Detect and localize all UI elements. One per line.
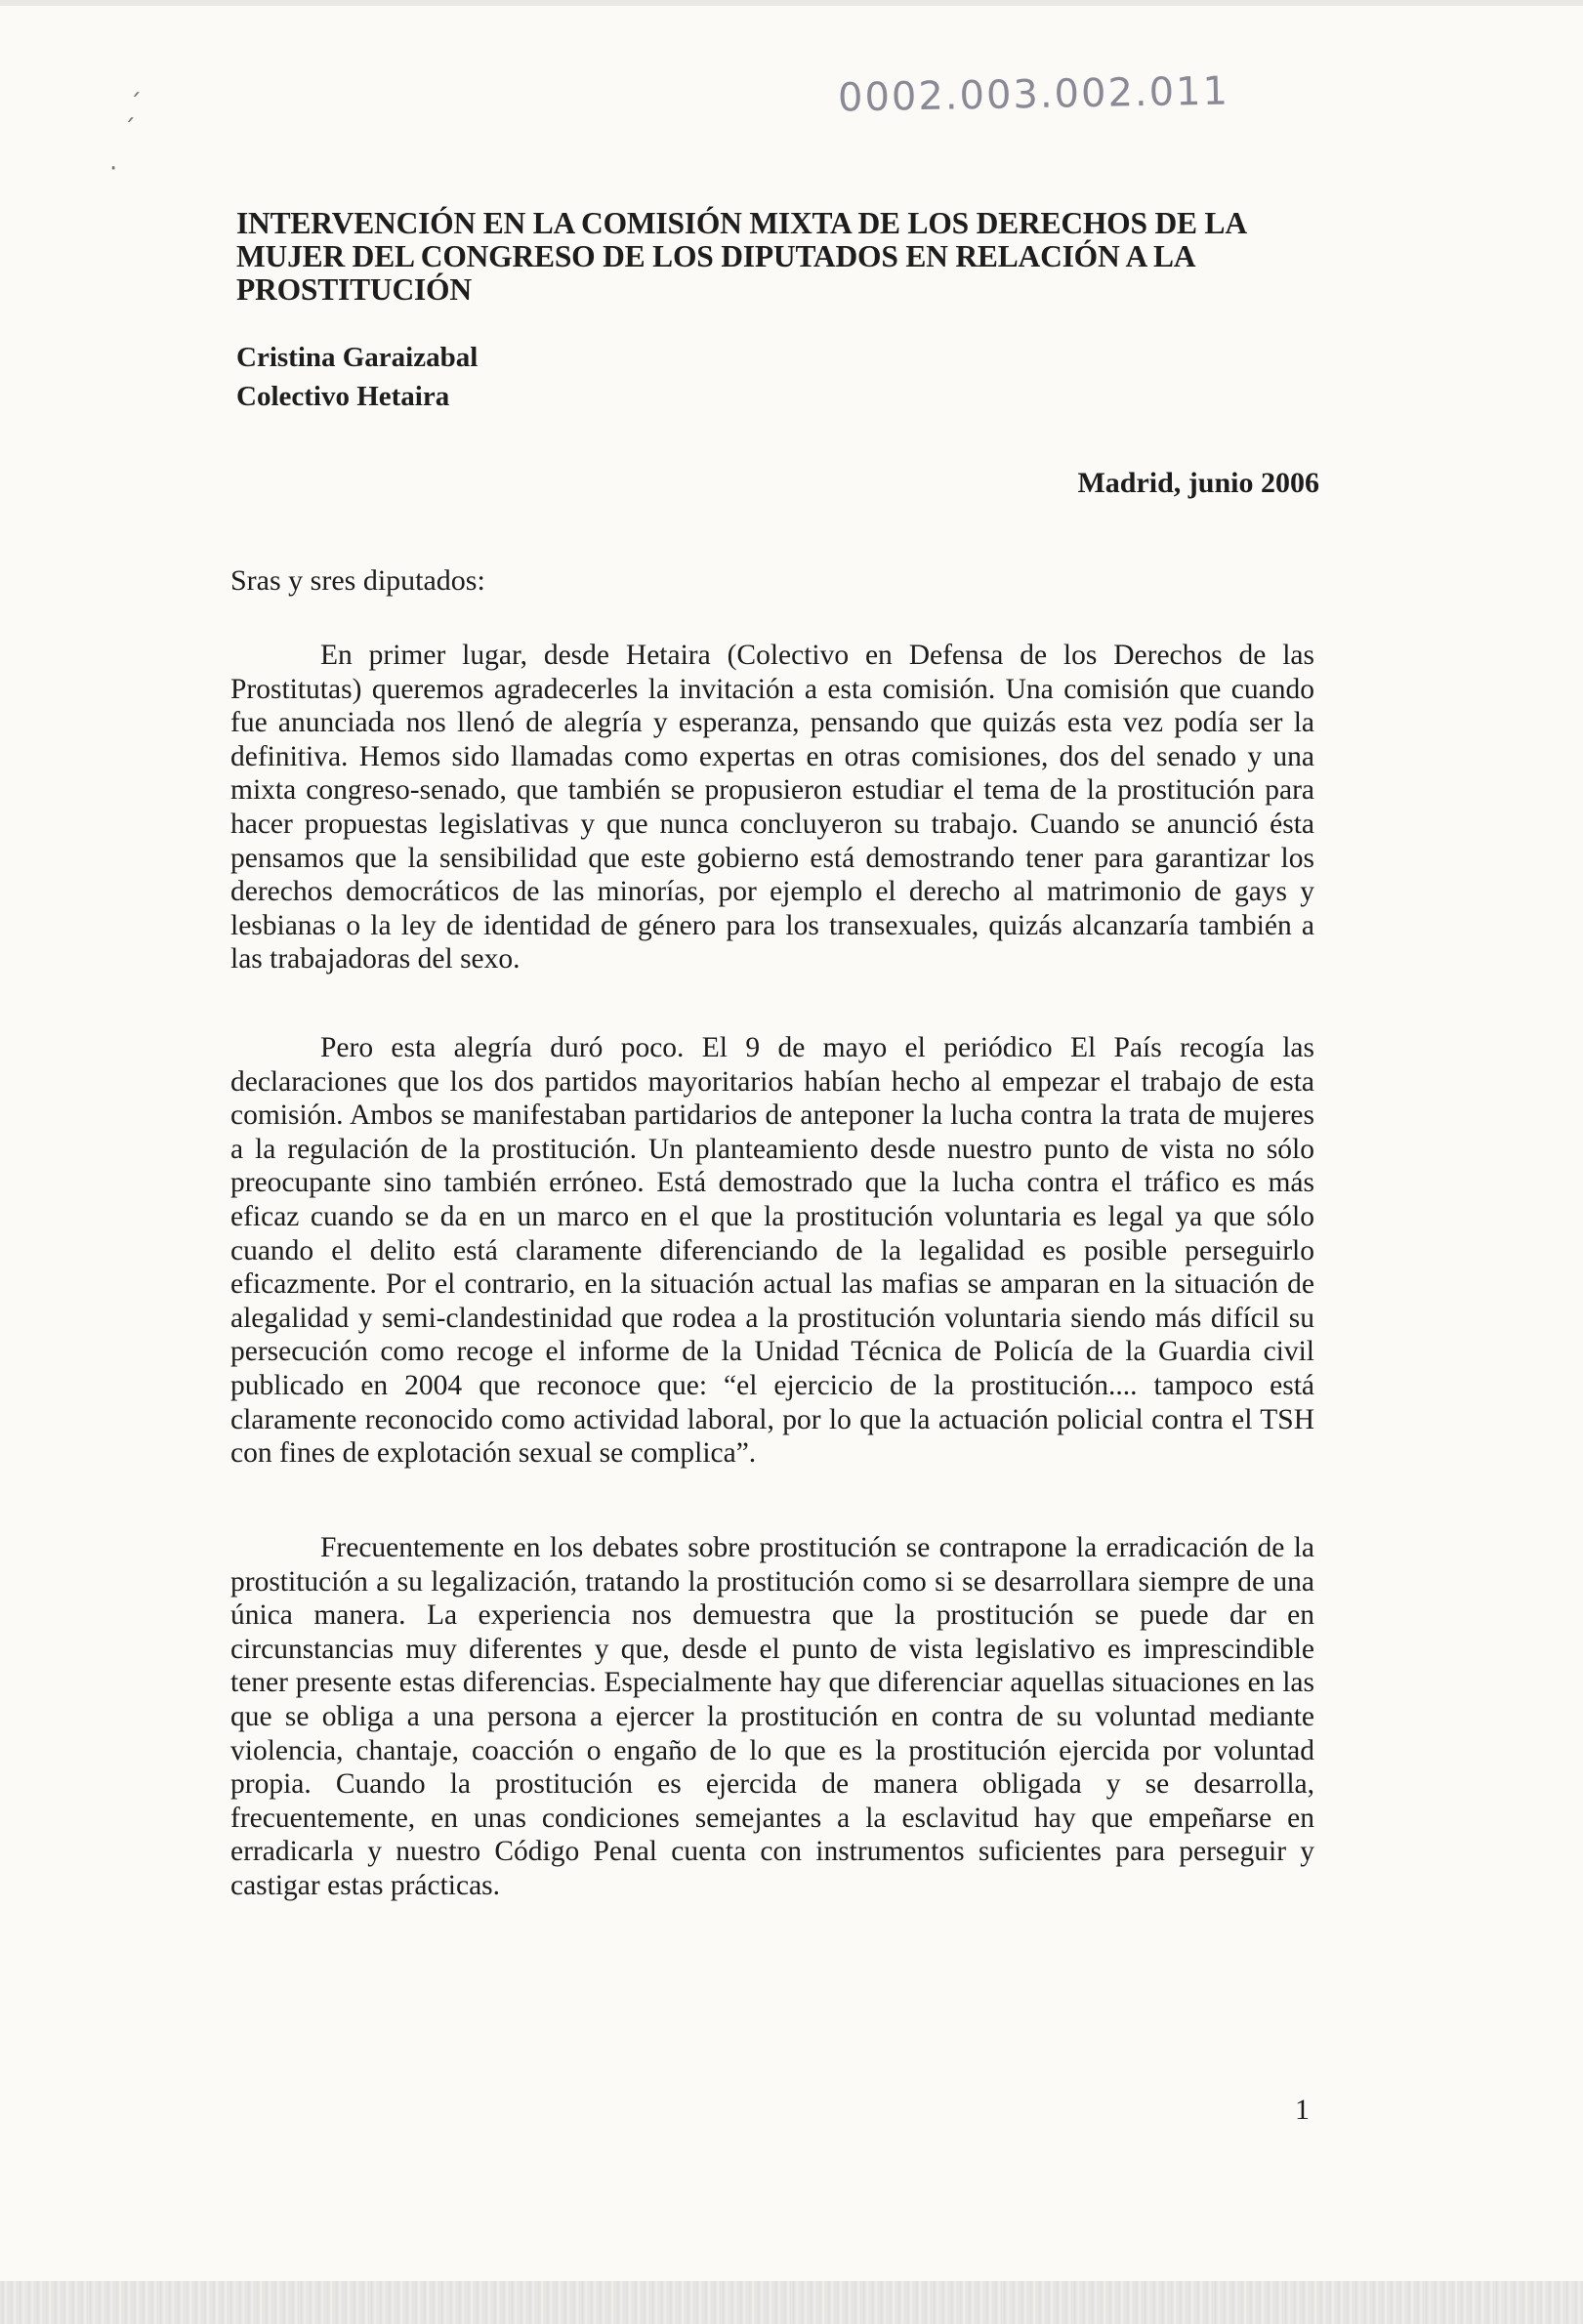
paragraph: En primer lugar, desde Hetaira (Colectivo en Defensa de los Derechos de las Prostitutas) queremos agradecerles la invitación a esta comisión. Una comisión que cuando fue anunciada nos llenó de alegría y esperanza, pensando que quizás esta vez podía ser la definitiva. Hemos sido llamadas como expertas en otras comisiones, dos del senado y una mixta congreso-senado, que también se propusieron estudiar el tema de la prostitución para hacer propuestas legislativas y que nunca concluyeron su trabajo. Cuando se anunció ésta pensamos que la sensibilidad que este gobierno está demostrando tener para garantizar los derechos democráticos de las minorías, por ejemplo el derecho al matrimonio de gays y lesbianas o la ley de identidad de género para los transexuales, quizás alcanzaría también a las trabajadoras del sexo.: [230, 640, 1314, 975]
page-number: 1: [1295, 2094, 1310, 2126]
author-block: [236, 338, 478, 416]
document-title: INTERVENCIÓN EN LA COMISIÓN MIXTA DE LOS DERECHOS DE LA MUJER DEL CONGRESO DE LOS DIPUTADOS EN RELACIÓN A LA PROSTITUCIÓN: [236, 206, 1246, 307]
margin-mark: ·: [109, 154, 118, 184]
author-organization: Colectivo Hetaira: [236, 381, 450, 412]
margin-mark: ˊ: [129, 90, 142, 119]
place-date: Madrid, junio 2006: [1077, 467, 1319, 499]
scan-bottom-edge: [0, 2281, 1583, 2324]
author-name: Cristina Garaizabal: [236, 342, 479, 373]
scan-top-edge: [0, 0, 1583, 6]
paragraph: Frecuentemente en los debates sobre prostitución se contrapone la erradicación de la prostitución a su legalización, tratando la prostitución como si se desarrollara siempre de una única manera. La experiencia nos demuestra que la prostitución se puede dar en circunstancias muy diferentes y que, desde el punto de vista legislativo es imprescindible tener presente estas diferencias. Especialmente hay que diferenciar aquellas situaciones en las que se obliga a una persona a ejercer la prostitución en contra de su voluntad mediante violencia, chantaje, coacción o engaño de lo que es la prostitución ejercida por voluntad propia. Cuando la prostitución es ejercida de manera obligada y se desarrolla, frecuentemente, en unas condiciones semejantes a la esclavitud hay que empeñarse en erradicarla y nuestro Código Penal cuenta con instrumentos suficientes para perseguir y castigar estas prácticas.: [230, 1532, 1314, 1901]
archive-code-handwritten: 0002.003.002.011: [837, 68, 1230, 121]
paragraph: Pero esta alegría duró poco. El 9 de mayo el periódico El País recogía las declaraciones que los dos partidos mayoritarios habían hecho al empezar el trabajo de esta comisión. Ambos se manifestaban partidarios de anteponer la lucha contra la trata de mujeres a la regulación de la prostitución. Un planteamiento desde nuestro punto de vista no sólo preocupante sino también erróneo. Está demostrado que la lucha contra el tráfico es más eficaz cuando se da en un marco en el que la prostitución voluntaria es legal ya que sólo cuando el delito está claramente diferenciando de la legalidad es posible perseguirlo eficazmente. Por el contrario, en la situación actual las mafias se amparan en la situación de alegalidad y semi-clandestinidad que rodea a la prostitución voluntaria siendo más difícil su persecución como recoge el informe de la Unidad Técnica de Policía de la Guardia civil publicado en 2004 que reconoce que: “el ejercicio de la prostitución.... tampoco está claramente reconocido como actividad laboral, por lo que la actuación policial contra el TSH con fines de explotación sexual se complica”.: [230, 1032, 1314, 1470]
salutation: Sras y sres diputados:: [230, 564, 485, 597]
margin-mark: ˊ: [123, 115, 136, 145]
